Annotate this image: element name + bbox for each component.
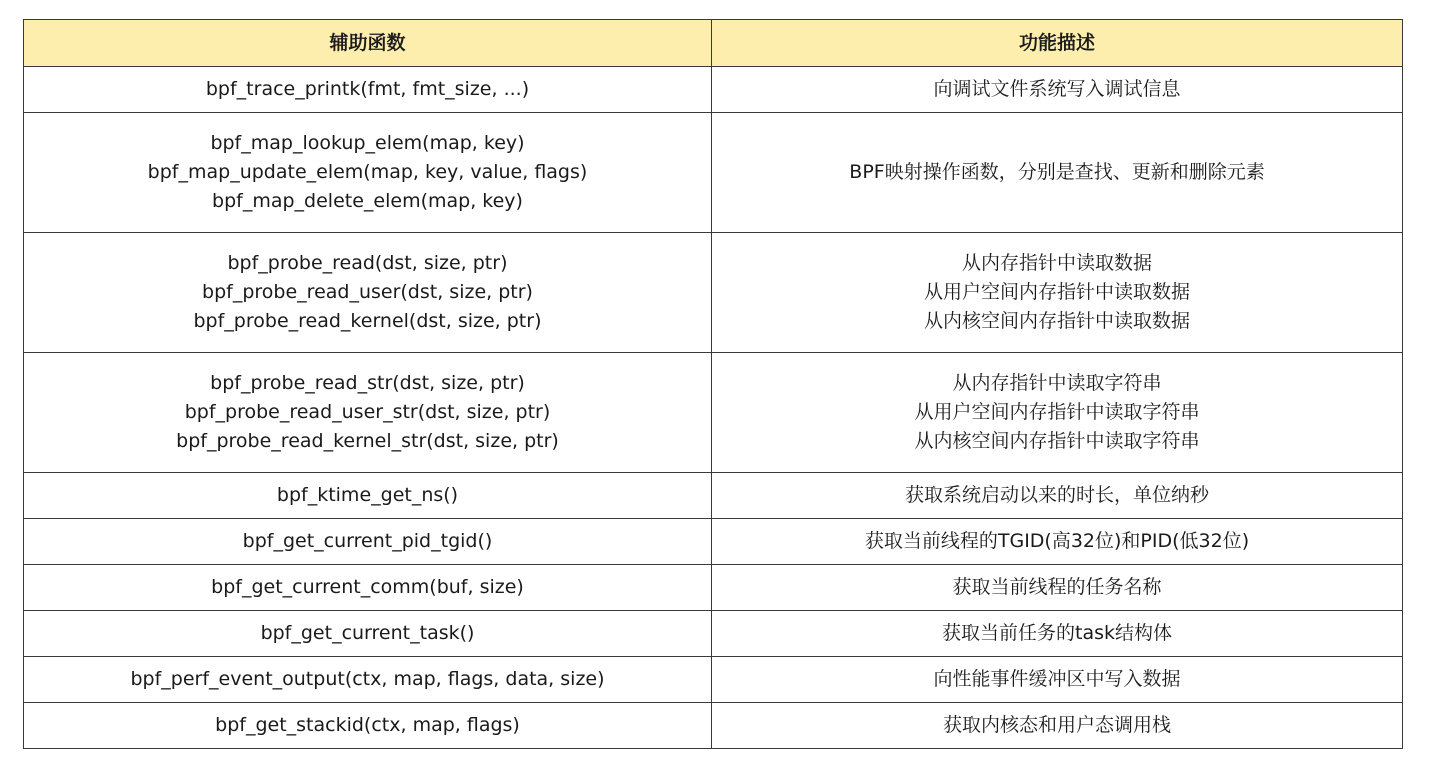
description-cell xyxy=(712,611,1403,657)
function-name: bpf_probe_read_kernel(dst, size, ptr) xyxy=(193,310,542,332)
table-row xyxy=(24,67,1403,113)
table-row xyxy=(24,519,1403,565)
description-cell xyxy=(712,233,1403,353)
function-cell xyxy=(24,611,712,657)
function-description: 获取当前任务的task结构体 xyxy=(942,622,1172,644)
function-description: 获取当前线程的TGID(高32位)和PID(低32位) xyxy=(864,530,1250,552)
description-cell xyxy=(712,67,1403,113)
function-cell xyxy=(24,353,712,473)
table-header-row xyxy=(24,20,1403,67)
function-name: bpf_perf_event_output(ctx, map, flags, data, size) xyxy=(130,668,605,690)
function-name: bpf_trace_printk(fmt, fmt_size, ...) xyxy=(205,78,530,100)
function-cell xyxy=(24,657,712,703)
table-row xyxy=(24,565,1403,611)
column-header-function: 辅助函数 xyxy=(24,20,712,67)
function-description: 从内核空间内存指针中读取数据 xyxy=(923,310,1190,332)
function-description: 从内存指针中读取数据 xyxy=(961,252,1152,274)
function-cell xyxy=(24,703,712,749)
function-cell xyxy=(24,519,712,565)
function-cell xyxy=(24,113,712,233)
function-description: 获取内核态和用户态调用栈 xyxy=(942,714,1171,736)
function-name: bpf_probe_read_str(dst, size, ptr) xyxy=(210,372,525,394)
function-description: 从内存指针中读取字符串 xyxy=(952,372,1162,394)
function-name: bpf_probe_read_user(dst, size, ptr) xyxy=(202,281,533,303)
function-cell xyxy=(24,565,712,611)
description-cell xyxy=(712,113,1403,233)
function-description: 向性能事件缓冲区中写入数据 xyxy=(933,668,1181,690)
function-name: bpf_ktime_get_ns() xyxy=(276,484,459,506)
table-row xyxy=(24,611,1403,657)
function-description: 从用户空间内存指针中读取字符串 xyxy=(914,401,1200,423)
table-body xyxy=(24,67,1403,749)
helper-function-table-container xyxy=(23,19,1402,749)
description-cell xyxy=(712,657,1403,703)
function-name: bpf_probe_read(dst, size, ptr) xyxy=(227,252,508,274)
table-row xyxy=(24,353,1403,473)
column-header-description: 功能描述 xyxy=(712,20,1403,67)
helper-function-table xyxy=(23,19,1403,749)
function-cell xyxy=(24,473,712,519)
function-name: bpf_probe_read_kernel_str(dst, size, ptr) xyxy=(176,430,559,452)
function-name: bpf_get_current_pid_tgid() xyxy=(242,530,493,552)
function-name: bpf_map_lookup_elem(map, key) xyxy=(210,132,525,154)
function-name: bpf_get_stackid(ctx, map, flags) xyxy=(215,714,520,736)
function-description: 获取当前线程的任务名称 xyxy=(952,576,1162,598)
function-description: 从内核空间内存指针中读取字符串 xyxy=(914,430,1200,452)
table-row xyxy=(24,113,1403,233)
description-cell xyxy=(712,353,1403,473)
function-name: bpf_map_delete_elem(map, key) xyxy=(212,190,523,212)
table-row xyxy=(24,233,1403,353)
function-name: bpf_get_current_comm(buf, size) xyxy=(211,576,524,598)
function-description: 从用户空间内存指针中读取数据 xyxy=(923,281,1190,303)
function-description: BPF映射操作函数，分别是查找、更新和删除元素 xyxy=(849,161,1265,183)
function-cell xyxy=(24,67,712,113)
function-description: 获取系统启动以来的时长，单位纳秒 xyxy=(904,484,1209,506)
description-cell xyxy=(712,565,1403,611)
description-cell xyxy=(712,519,1403,565)
function-name: bpf_get_current_task() xyxy=(260,622,475,644)
description-cell xyxy=(712,703,1403,749)
function-name: bpf_map_update_elem(map, key, value, flags) xyxy=(147,161,588,183)
table-row xyxy=(24,657,1403,703)
function-cell xyxy=(24,233,712,353)
function-name: bpf_probe_read_user_str(dst, size, ptr) xyxy=(184,401,551,423)
description-cell xyxy=(712,473,1403,519)
table-row xyxy=(24,703,1403,749)
function-description: 向调试文件系统写入调试信息 xyxy=(933,78,1181,100)
table-row xyxy=(24,473,1403,519)
